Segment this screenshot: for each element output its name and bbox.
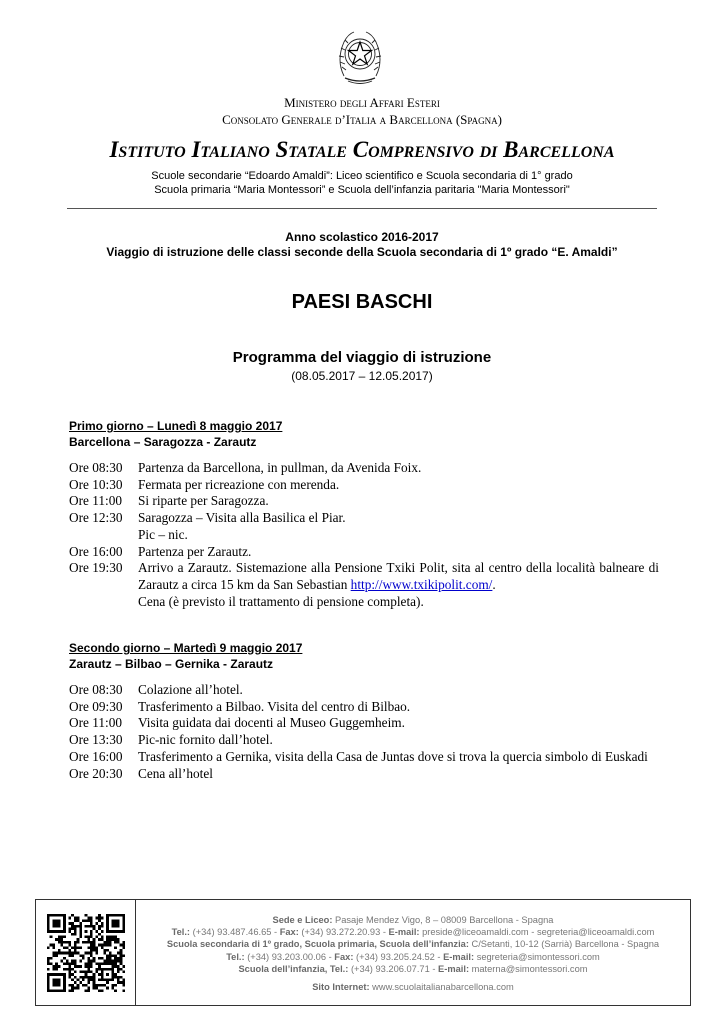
entry-time: Ore 11:00 (69, 715, 123, 731)
itinerary-entry (69, 460, 659, 477)
entry-text: Trasferimento a Bilbao. Visita del centro di Bilbao. (138, 698, 411, 714)
scuole-address: C/Setanti, 10-12 (Sarrià) Barcellona - Spagna (468, 939, 660, 950)
day-section-2 (69, 640, 659, 782)
schools-line-2: Scuola primaria “Maria Montessori” e Scuola dell’infanzia paritaria "Maria Montessori" (154, 184, 570, 196)
entry-text: Partenza da Barcellona, in pullman, da Avenida Foix. (138, 460, 422, 475)
itinerary-list (69, 460, 659, 610)
entry-time: Ore 20:30 (69, 765, 123, 781)
day-route: Zarautz – Bilbao – Gernika - Zarautz (69, 657, 274, 671)
contact-footer (35, 899, 691, 1006)
sede-line (136, 914, 690, 926)
entry-time: Ore 16:00 (69, 543, 123, 559)
entry-text: Trasferimento a Gernika, visita della Casa de Juntas dove si trova la quercia simbolo di Euskadi (138, 748, 648, 764)
institute-name: Istituto Italiano Statale Comprensivo di Barcellona (109, 137, 615, 162)
consulate-name: Consolato Generale d’Italia a Barcellona (Spagna) (222, 112, 502, 127)
qr-code-icon[interactable] (47, 914, 125, 992)
liceo-contacts (136, 926, 690, 938)
entry-text: Fermata per ricreazione con merenda. (138, 476, 340, 492)
fax-label: Fax: (279, 927, 299, 938)
entry-text: Partenza per Zarautz. (138, 543, 252, 559)
page-title: PAESI BASCHI (291, 291, 433, 313)
sede-address: Pasaje Mendez Vigo, 8 – 08009 Barcellona - Spagna (332, 915, 554, 925)
fax-label: Fax: (334, 951, 354, 962)
itinerary-entry (69, 715, 659, 732)
entry-text: Si riparte per Saragozza. (138, 493, 269, 509)
entry-time: Ore 19:30 (69, 560, 123, 576)
schools-line-1: Scuole secondarie “Edoardo Amaldi”: Liceo scientifico e Scuola secondaria di 1° grado (151, 170, 573, 182)
hotel-website-link[interactable]: http://www.txikipolit.com/ (350, 576, 493, 592)
day-section-1 (69, 418, 659, 610)
website-line (136, 981, 690, 993)
itinerary-entry (69, 560, 659, 593)
entry-time (69, 594, 138, 611)
infanzia-tel: (+34) 93.206.07.71 - (348, 963, 439, 974)
program-title: Programma del viaggio di istruzione (232, 349, 492, 366)
liceo-fax: (+34) 93.272.20.93 - (298, 927, 389, 938)
entry-time: Ore 16:00 (69, 748, 123, 764)
email-label: E-mail: (438, 963, 470, 974)
sede-label: Sede e Liceo: (272, 915, 333, 925)
contact-info (136, 900, 690, 993)
scuole-label: Scuola secondaria di 1º grado, Scuola primaria, Scuola dell’infanzia: (166, 939, 469, 950)
day-route: Barcellona – Saragozza - Zarautz (69, 435, 257, 449)
liceo-email: preside@liceoamaldi.com - segreteria@liceoamaldi.com (419, 927, 655, 938)
entry-text: Visita guidata dai docenti al Museo Guggemheim. (138, 715, 405, 731)
entry-text: Arrivo a Zarautz. Sistemazione alla Pensione Txiki Polit, sita al centro della località balneare di Zarautz a circa 15 km da San Sebastian (138, 560, 659, 592)
infanzia-contacts (136, 963, 690, 975)
entry-time: Ore 13:30 (69, 732, 123, 748)
entry-time (69, 527, 138, 544)
infanzia-label: Scuola dell’infanzia, Tel.: (238, 963, 349, 974)
entry-time: Ore 08:30 (69, 460, 123, 475)
entry-text: Cena (è previsto il trattamento di pensione completa). (138, 593, 424, 609)
liceo-tel: (+34) 93.487.46.65 - (190, 927, 280, 938)
trip-subtitle: Viaggio di istruzione delle classi seconde della Scuola secondaria di 1º grado “E. Amaldi” (106, 245, 618, 259)
entry-time: Ore 11:00 (69, 493, 123, 509)
site-label: Sito Internet: (312, 982, 370, 993)
entry-time: Ore 08:30 (69, 682, 123, 697)
ministry-name: Ministero degli Affari Esteri (284, 95, 440, 110)
email-label: E-mail: (443, 951, 475, 962)
letterhead-divider (67, 208, 657, 209)
itinerary-entry (69, 510, 659, 527)
entry-time: Ore 10:30 (69, 476, 123, 492)
qr-cell (36, 900, 136, 1005)
tel-label: Tel.: (171, 927, 191, 938)
program-dates: (08.05.2017 – 12.05.2017) (291, 369, 433, 383)
itinerary-entry (69, 732, 659, 749)
entry-time: Ore 12:30 (69, 510, 123, 526)
entry-text-end: . (492, 576, 496, 592)
entry-text: Colazione all’hotel. (138, 682, 243, 697)
entry-text: Pic-nic fornito dall’hotel. (138, 732, 273, 748)
itinerary-entry (69, 594, 659, 611)
entry-text-with-link (138, 560, 659, 593)
scuole-tel: (+34) 93.203.00.06 - (244, 951, 335, 962)
school-year: Anno scolastico 2016-2017 (285, 230, 439, 244)
itinerary-entry (69, 527, 659, 544)
entry-text: Saragozza – Visita alla Basilica el Piar. (138, 510, 346, 526)
italian-republic-emblem-icon (334, 26, 386, 86)
itinerary-entry (69, 699, 659, 716)
tel-label: Tel.: (226, 951, 245, 962)
scuole-fax: (+34) 93.205.24.52 - (353, 951, 444, 962)
entry-time: Ore 09:30 (69, 698, 123, 714)
itinerary-entry (69, 544, 659, 561)
day-heading: Primo giorno – Lunedì 8 maggio 2017 (69, 419, 283, 433)
scuole-line (136, 938, 690, 950)
itinerary-list (69, 682, 659, 782)
day-heading: Secondo giorno – Martedì 9 maggio 2017 (69, 641, 303, 655)
itinerary-entry (69, 493, 659, 510)
itinerary-entry (69, 682, 659, 699)
email-label: E-mail: (388, 927, 420, 938)
entry-text: Pic – nic. (138, 526, 188, 542)
itinerary-entry (69, 766, 659, 783)
itinerary-entry (69, 477, 659, 494)
infanzia-email: materna@simontessori.com (469, 963, 588, 974)
scuole-contacts (136, 951, 690, 963)
scuole-email: segreteria@simontessori.com (474, 951, 600, 962)
entry-text: Cena all’hotel (138, 765, 213, 781)
itinerary-entry (69, 749, 659, 766)
site-url[interactable]: www.scuolaitalianabarcellona.com (369, 982, 514, 993)
